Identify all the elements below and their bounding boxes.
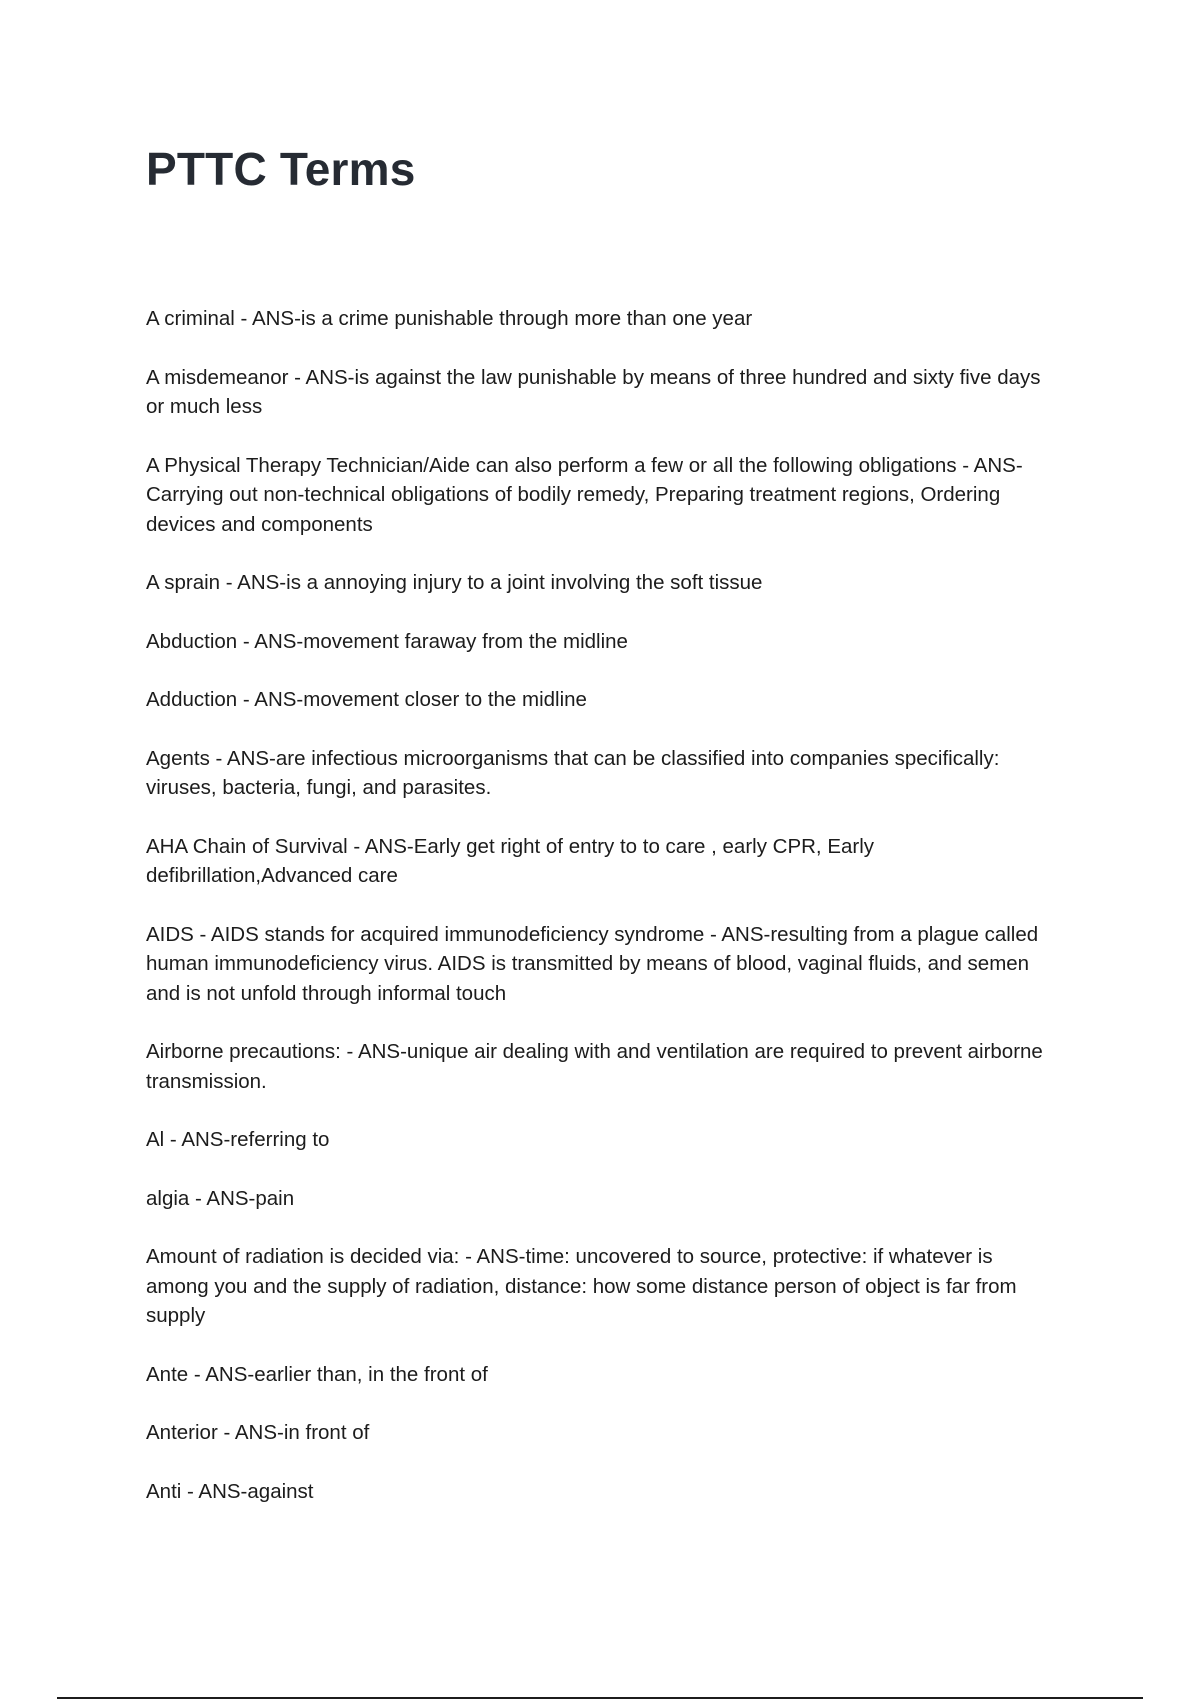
- list-item: algia - ANS-pain: [146, 1186, 295, 1210]
- list-item: Anti - ANS-against: [146, 1479, 314, 1503]
- list-item: Anterior - ANS-in front of: [146, 1421, 370, 1444]
- list-item: A Physical Therapy Technician/Aide can also perform a few or all the following obligations - ANS-Carrying out non-technical obligations of bodily remedy, Preparing treatment regions, Ordering devices and components: [146, 453, 1023, 536]
- list-item: Agents - ANS-are infectious microorganisms that can be classified into companies specifically: viruses, bacteria, fungi, and parasites.: [146, 746, 1000, 799]
- footer-divider: [57, 1697, 1143, 1699]
- list-item: A criminal - ANS-is a crime punishable through more than one year: [146, 307, 753, 330]
- list-item: Airborne precautions: - ANS-unique air dealing with and ventilation are required to prevent airborne transmission.: [146, 1040, 1043, 1093]
- list-item: AHA Chain of Survival - ANS-Early get right of entry to to care , early CPR, Early defibrillation,Advanced care: [146, 834, 875, 887]
- list-item: AIDS - AIDS stands for acquired immunodeficiency syndrome - ANS-resulting from a plague called human immunodeficiency virus. AIDS is transmitted by means of blood, vaginal fluids, and semen and is not unfold through informal touch: [146, 922, 1039, 1005]
- page-title: PTTC Terms: [146, 143, 416, 195]
- terms-list: [146, 304, 1056, 1535]
- list-item: Amount of radiation is decided via: - ANS-time: uncovered to source, protective: if whatever is among you and the supply of radiation, distance: how some distance person of object is far from supply: [146, 1245, 1017, 1327]
- list-item: A sprain - ANS-is a annoying injury to a joint involving the soft tissue: [146, 571, 763, 594]
- list-item: A misdemeanor - ANS-is against the law punishable by means of three hundred and sixty five days or much less: [146, 365, 1041, 418]
- list-item: Abduction - ANS-movement faraway from the midline: [146, 629, 628, 653]
- list-item: Ante - ANS-earlier than, in the front of: [146, 1362, 488, 1386]
- list-item: Adduction - ANS-movement closer to the midline: [146, 688, 587, 711]
- list-item: Al - ANS-referring to: [146, 1128, 330, 1151]
